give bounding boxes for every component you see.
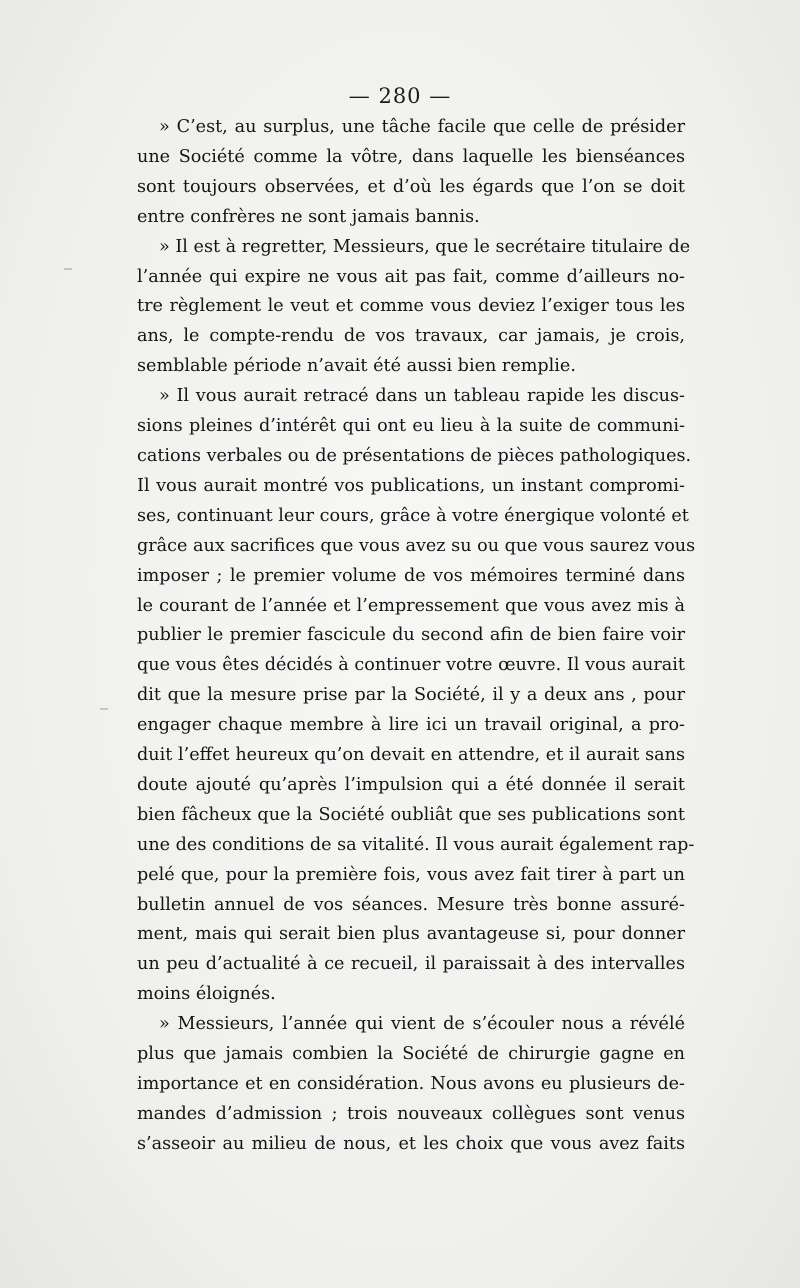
- text-line: tre règlement le veut et comme vous deviez l’exiger tous les: [137, 296, 685, 317]
- paragraph: [137, 382, 696, 1010]
- text-line: publier le premier fascicule du second afin de bien faire voir: [137, 625, 685, 646]
- text-line: importance et en considération. Nous avons eu plusieurs de-: [137, 1074, 685, 1094]
- paragraph: [137, 233, 691, 383]
- text-line: mandes d’admission ; trois nouveaux collègues sont venus: [137, 1103, 685, 1124]
- text-line: une Société comme la vôtre, dans laquelle les bienséances: [137, 146, 685, 167]
- text-line: sont toujours observées, et d’où les égards que l’on se doit: [137, 176, 685, 197]
- body-text: [137, 113, 696, 1160]
- text-line: duit l’effet heureux qu’on devait en attendre, et il aurait sans: [137, 745, 685, 766]
- text-line: » Messieurs, l’année qui vient de s’écouler nous a révélé: [159, 1014, 685, 1035]
- page-number: — 280 —: [348, 84, 452, 108]
- text-line: l’année qui expire ne vous ait pas fait, comme d’ailleurs no-: [137, 266, 685, 287]
- text-line: » C’est, au surplus, une tâche facile que celle de présider: [159, 117, 685, 137]
- text-line: ses, continuant leur cours, grâce à votre énergique volonté et: [137, 505, 689, 526]
- paper-speck: [100, 708, 108, 710]
- text-line: une des conditions de sa vitalité. Il vous aurait également rap-: [137, 834, 695, 855]
- text-line: s’asseoir au milieu de nous, et les choix que vous avez faits: [137, 1133, 685, 1154]
- text-line: imposer ; le premier volume de vos mémoires terminé dans: [137, 565, 685, 586]
- text-line: grâce aux sacrifices que vous avez su ou que vous saurez vous: [137, 535, 696, 556]
- text-line: ment, mais qui serait bien plus avantageuse si, pour donner: [137, 924, 685, 945]
- text-line: » Il vous aurait retracé dans un tableau rapide les discus-: [159, 386, 685, 407]
- text-line: dit que la mesure prise par la Société, il y a deux ans , pour: [137, 685, 685, 706]
- text-line: plus que jamais combien la Société de chirurgie gagne en: [137, 1044, 685, 1065]
- text-line: pelé que, pour la première fois, vous avez fait tirer à part un: [137, 864, 685, 885]
- paragraph: [137, 113, 685, 233]
- text-line: que vous êtes décidés à continuer votre œuvre. Il vous aurait: [137, 655, 685, 676]
- paper-speck: [64, 268, 72, 270]
- text-line: un peu d’actualité à ce recueil, il paraissait à des intervalles: [137, 954, 685, 975]
- text-line: bien fâcheux que la Société oubliât que ses publications sont: [137, 804, 685, 825]
- text-line: Il vous aurait montré vos publications, un instant compromi-: [137, 475, 685, 496]
- text-line: engager chaque membre à lire ici un travail original, a pro-: [137, 715, 685, 736]
- text-line: bulletin annuel de vos séances. Mesure très bonne assuré-: [137, 894, 685, 915]
- text-line: moins éloignés.: [137, 984, 276, 1005]
- text-line: » Il est à regretter, Messieurs, que le secrétaire titulaire de: [159, 236, 691, 257]
- text-line: sions pleines d’intérêt qui ont eu lieu à la suite de communi-: [137, 416, 685, 437]
- text-line: le courant de l’année et l’empressement que vous avez mis à: [137, 595, 685, 616]
- text-line: doute ajouté qu’après l’impulsion qui a été donnée il serait: [137, 774, 685, 795]
- text-line: ans, le compte-rendu de vos travaux, car jamais, je crois,: [137, 326, 685, 347]
- text-line: cations verbales ou de présentations de pièces pathologiques.: [137, 445, 692, 466]
- text-line: semblable période n’avait été aussi bien remplie.: [137, 356, 576, 377]
- paragraph: [137, 1010, 685, 1160]
- text-line: entre confrères ne sont jamais bannis.: [137, 206, 480, 227]
